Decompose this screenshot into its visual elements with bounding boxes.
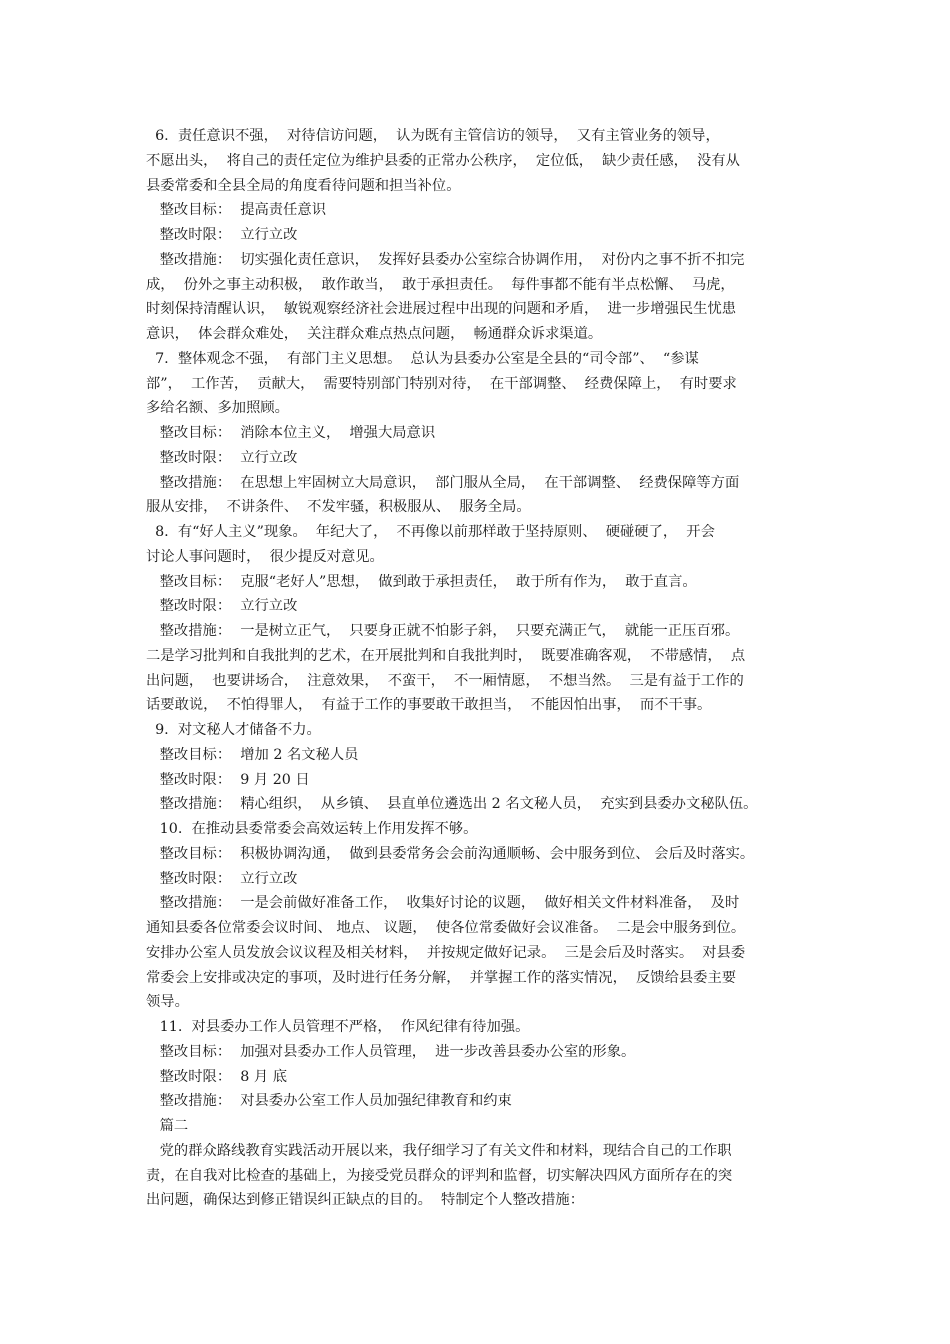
text-line: 整改时限： 立行立改 <box>146 870 298 887</box>
text-line: 部”， 工作苦， 贡献大， 需要特别部门特别对待， 在干部调整、 经费保障上， 有时要求 <box>146 375 737 392</box>
text-line: 整改措施： 切实强化责任意识， 发挥好县委办公室综合协调作用， 对份内之事不折不扣完 <box>146 251 745 268</box>
text-line: 整改措施： 一是树立正气， 只要身正就不怕影子斜， 只要充满正气， 就能一正压百邪。 <box>146 623 740 639</box>
document-body <box>146 124 816 1213</box>
text-line: 整改目标： 增加 2 名文秘人员 <box>146 746 359 763</box>
text-line: 整改时限： 9 月 20 日 <box>146 771 310 788</box>
text-line: 领导。 <box>146 994 189 1011</box>
text-line: 6. 责任意识不强， 对待信访问题， 认为既有主管信访的领导， 又有主管业务的领导， <box>146 128 720 144</box>
text-line: 整改措施： 一是会前做好准备工作， 收集好讨论的议题， 做好相关文件材料准备， 及时 <box>146 895 740 912</box>
text-line: 通知县委各位常委会议时间、 地点、 议题， 使各位常委做好会议准备。 二是会中服务到位。 <box>146 920 746 936</box>
text-line: 整改措施： 精心组织， 从乡镇、 县直单位遴选出 2 名文秘人员， 充实到县委办文秘队伍。 <box>146 796 758 813</box>
text-line: 二是学习批判和自我批判的艺术，在开展批判和自我批判时， 既要准确客观， 不带感情， 点 <box>146 647 746 664</box>
text-line: 责，在自我对比检查的基础上，为接受党员群众的评判和监督，切实解决四风方面所存在的突 <box>146 1167 733 1184</box>
text-line: 9. 对文秘人才储备不力。 <box>146 722 321 738</box>
text-line: 常委会上安排或决定的事项，及时进行任务分解， 并掌握工作的落实情况， 反馈给县委主要 <box>146 969 737 986</box>
text-line: 整改目标： 克服“老好人”思想， 做到敢于承担责任， 敢于所有作为， 敢于直言。 <box>146 573 697 590</box>
text-line: 整改目标： 消除本位主义， 增强大局意识 <box>146 425 436 441</box>
text-line: 党的群众路线教育实践活动开展以来，我仔细学习了有关文件和材料，现结合自己的工作职 <box>146 1142 732 1159</box>
text-line: 整改时限： 立行立改 <box>146 449 298 466</box>
text-line: 整改目标： 积极协调沟通， 做到县委常务会会前沟通顺畅、会中服务到位、 会后及时落实。 <box>146 845 755 862</box>
text-line: 整改时限： 8 月 底 <box>146 1068 287 1085</box>
text-line: 意识， 体会群众难处， 关注群众难点热点问题， 畅通群众诉求渠道。 <box>146 326 603 342</box>
text-line: 县委常委和全县全局的角度看待问题和担当补位。 <box>146 177 461 194</box>
text-line: 11. 对县委办工作人员管理不严格， 作风纪律有待加强。 <box>146 1019 530 1035</box>
text-line: 服从安排， 不讲条件、 不发牢骚，积极服从、 服务全局。 <box>146 499 531 516</box>
text-line: 不愿出头， 将自己的责任定位为维护县委的正常办公秩序， 定位低， 缺少责任感， 没有从 <box>146 152 740 169</box>
text-line: 出问题，确保达到修正错误纠正缺点的目的。 特制定个人整改措施： <box>146 1192 584 1209</box>
text-line: 讨论人事问题时， 很少提反对意见。 <box>146 548 384 565</box>
text-line: 话要敢说， 不怕得罪人， 有益于工作的事要敢干敢担当， 不能因怕出事， 而不干事。 <box>146 697 712 714</box>
text-line: 10. 在推动县委常委会高效运转上作用发挥不够。 <box>146 821 478 837</box>
text-line: 安排办公室人员发放会议议程及相关材料， 并按规定做好记录。 三是会后及时落实。 对县委 <box>146 944 746 961</box>
text-line: 整改时限： 立行立改 <box>146 227 298 243</box>
text-line: 整改时限： 立行立改 <box>146 598 298 615</box>
text-line: 篇二 <box>146 1118 189 1134</box>
text-line: 时刻保持清醒认识， 敏锐观察经济社会进展过程中出现的问题和矛盾， 进一步增强民生忧患 <box>146 301 737 318</box>
text-line: 成， 份外之事主动积极， 敢作敢当， 敢于承担责任。 每件事都不能有半点松懈、 马虎， <box>146 276 735 293</box>
text-line: 整改目标： 加强对县委办工作人员管理， 进一步改善县委办公室的形象。 <box>146 1043 636 1060</box>
text-line: 整改措施： 对县委办公室工作人员加强纪律教育和约束 <box>146 1093 512 1110</box>
text-line: 多给名额、多加照顾。 <box>146 400 289 417</box>
text-line: 出问题， 也要讲场合， 注意效果， 不蛮干， 不一厢情愿， 不想当然。 三是有益于工作的 <box>146 672 744 689</box>
text-line: 7. 整体观念不强， 有部门主义思想。 总认为县委办公室是全县的“司令部”、 “参谋 <box>146 350 699 367</box>
text-line: 8. 有“好人主义”现象。 年纪大了， 不再像以前那样敢于坚持原则、 硬碰硬了， 开会 <box>146 524 715 540</box>
text-line: 整改目标： 提高责任意识 <box>146 202 326 219</box>
text-line: 整改措施： 在思想上牢固树立大局意识， 部门服从全局， 在干部调整、 经费保障等方面 <box>146 474 740 491</box>
